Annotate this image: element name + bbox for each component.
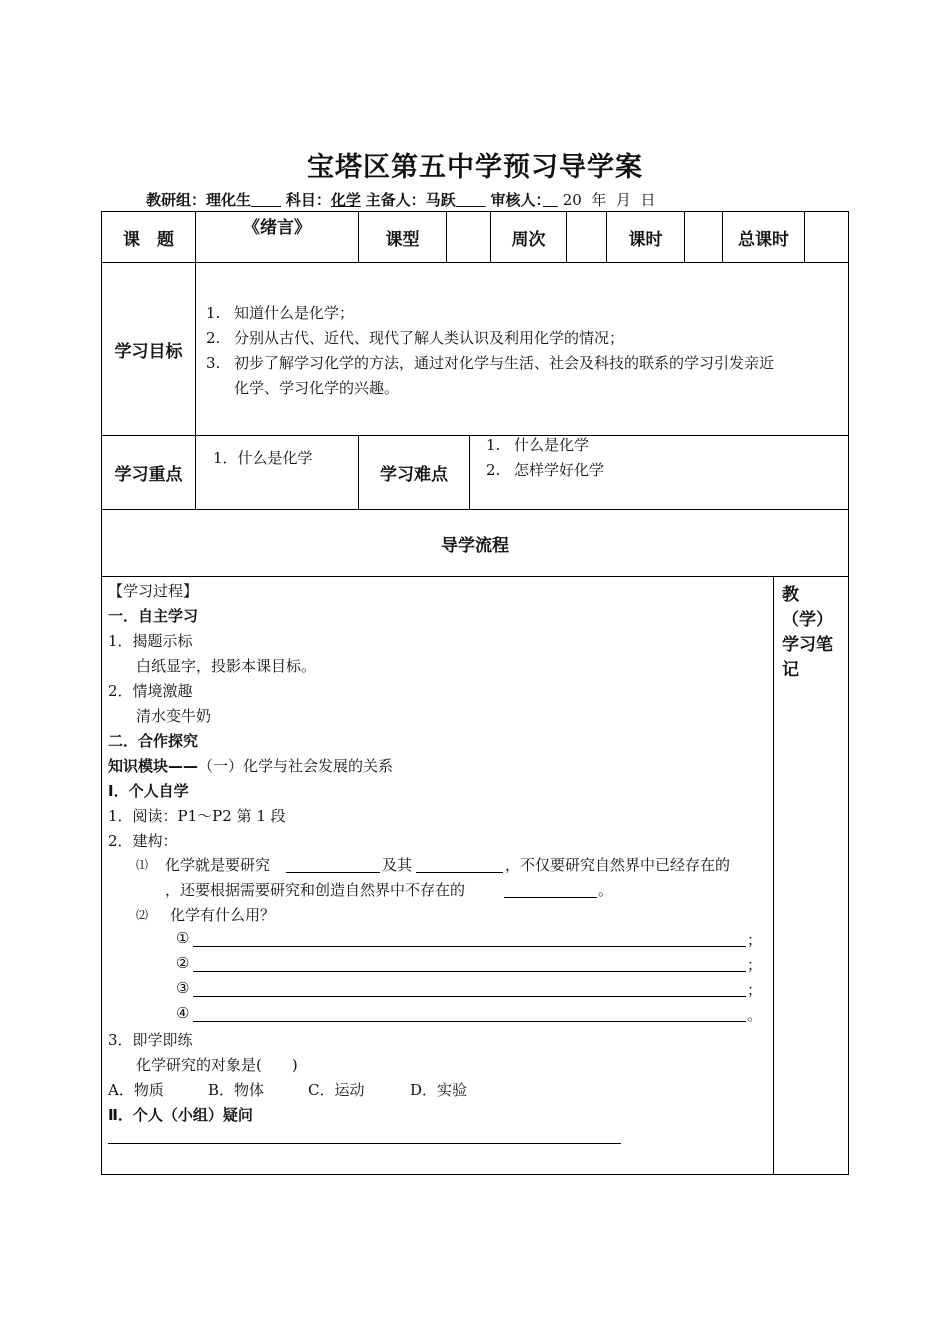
difficulty-item: 2. 怎样学好化学	[486, 461, 605, 479]
subject-value: 化学	[330, 191, 361, 209]
topic-value: 《绪言》	[243, 217, 311, 238]
answer-line	[193, 996, 746, 997]
part-heading: Ⅱ．个人（小组）疑问	[108, 1106, 253, 1124]
practice-title: 3．即学即练	[108, 1031, 193, 1049]
q2-number: ⑵	[136, 908, 149, 922]
practice-question: 化学研究的对象是( )	[136, 1056, 298, 1074]
objectives-label: 学习目标	[114, 341, 183, 362]
option-b: B．物体	[208, 1081, 265, 1099]
q1-part-c: ，不仅要研究自然界中已经存在的	[505, 856, 731, 874]
answer-end: ；	[747, 956, 763, 974]
week-label: 周次	[511, 229, 546, 250]
objective-item: 2. 分别从古代、近代、现代了解人类认识及利用化学的情况；	[206, 329, 625, 347]
q2-text: 化学有什么用？	[170, 906, 276, 924]
step-title: 1．揭题示标	[108, 632, 193, 650]
blank-line	[286, 872, 380, 873]
objective-item-cont: 化学、学习化学的兴趣。	[234, 379, 400, 397]
notes-line: （学）	[782, 610, 833, 630]
objective-item: 3. 初步了解学习化学的方法，通过对化学与生活、社会及科技的联系的学习引发亲近	[206, 354, 775, 372]
q1-part-e: 。	[598, 881, 614, 899]
module-line: 知识模块——（一）化学与社会发展的关系	[108, 757, 394, 775]
answer-line	[193, 946, 746, 947]
key-point-item: 1．什么是化学	[213, 449, 313, 467]
topic-label: 课 题	[123, 229, 174, 250]
date-field: 20 年 月 日	[562, 191, 656, 209]
key-points-label: 学习重点	[114, 465, 183, 485]
option-a: A．物质	[108, 1081, 164, 1099]
section-heading: 一．自主学习	[108, 607, 199, 625]
step-body: 白纸显字，投影本课目标。	[136, 657, 317, 675]
answer-line	[193, 971, 746, 972]
answer-mark: ③	[176, 979, 190, 997]
process-heading: 【学习过程】	[108, 582, 199, 600]
difficulty-item: 1. 什么是化学	[486, 436, 590, 454]
step-title: 2．情境激趣	[108, 682, 193, 700]
hours-label: 课时	[628, 229, 663, 250]
answer-end: 。	[747, 1006, 763, 1024]
part-heading: Ⅰ．个人自学	[108, 782, 189, 800]
objective-item: 1. 知道什么是化学；	[206, 304, 355, 322]
type-label: 课型	[385, 229, 420, 250]
total-hours-label: 总课时	[738, 229, 789, 250]
step-body: 清水变牛奶	[136, 707, 212, 725]
page-title: 宝塔区第五中学预习导学案	[307, 152, 643, 183]
q1-part-a: 化学就是要研究	[165, 856, 271, 874]
build-line: 2．建构：	[108, 832, 178, 850]
read-line: 1．阅读：P1～P2 第 1 段	[108, 807, 286, 825]
notes-line: 教	[782, 585, 799, 605]
blank-line	[504, 897, 597, 898]
reviewer-label: 审核人：	[490, 191, 543, 209]
preparer-label: 主备人：马跃	[365, 191, 456, 209]
group-label: 教研组：理化生	[146, 191, 252, 209]
difficulty-label: 学习难点	[380, 465, 448, 485]
answer-end: ；	[747, 931, 763, 949]
answer-mark: ④	[176, 1004, 190, 1022]
blank-line	[416, 872, 503, 873]
option-c: C．运动	[308, 1081, 365, 1099]
flow-title: 导学流程	[441, 535, 509, 556]
notes-line: 记	[782, 660, 799, 680]
subject-label: 科目：	[285, 191, 331, 209]
answer-mark: ①	[176, 929, 190, 947]
q1-part-b: 及其	[382, 856, 413, 874]
answer-mark: ②	[176, 954, 190, 972]
meta-line	[146, 189, 655, 210]
section-heading: 二．合作探究	[108, 732, 199, 750]
answer-line	[193, 1021, 746, 1022]
option-d: D．实验	[410, 1081, 468, 1099]
answer-end: ；	[747, 981, 763, 999]
q1-part-d: ，还要根据需要研究和创造自然界中不存在的	[165, 881, 466, 899]
notes-line: 学习笔	[782, 635, 833, 655]
q1-number: ⑴	[136, 858, 149, 872]
question-line	[108, 1143, 621, 1144]
